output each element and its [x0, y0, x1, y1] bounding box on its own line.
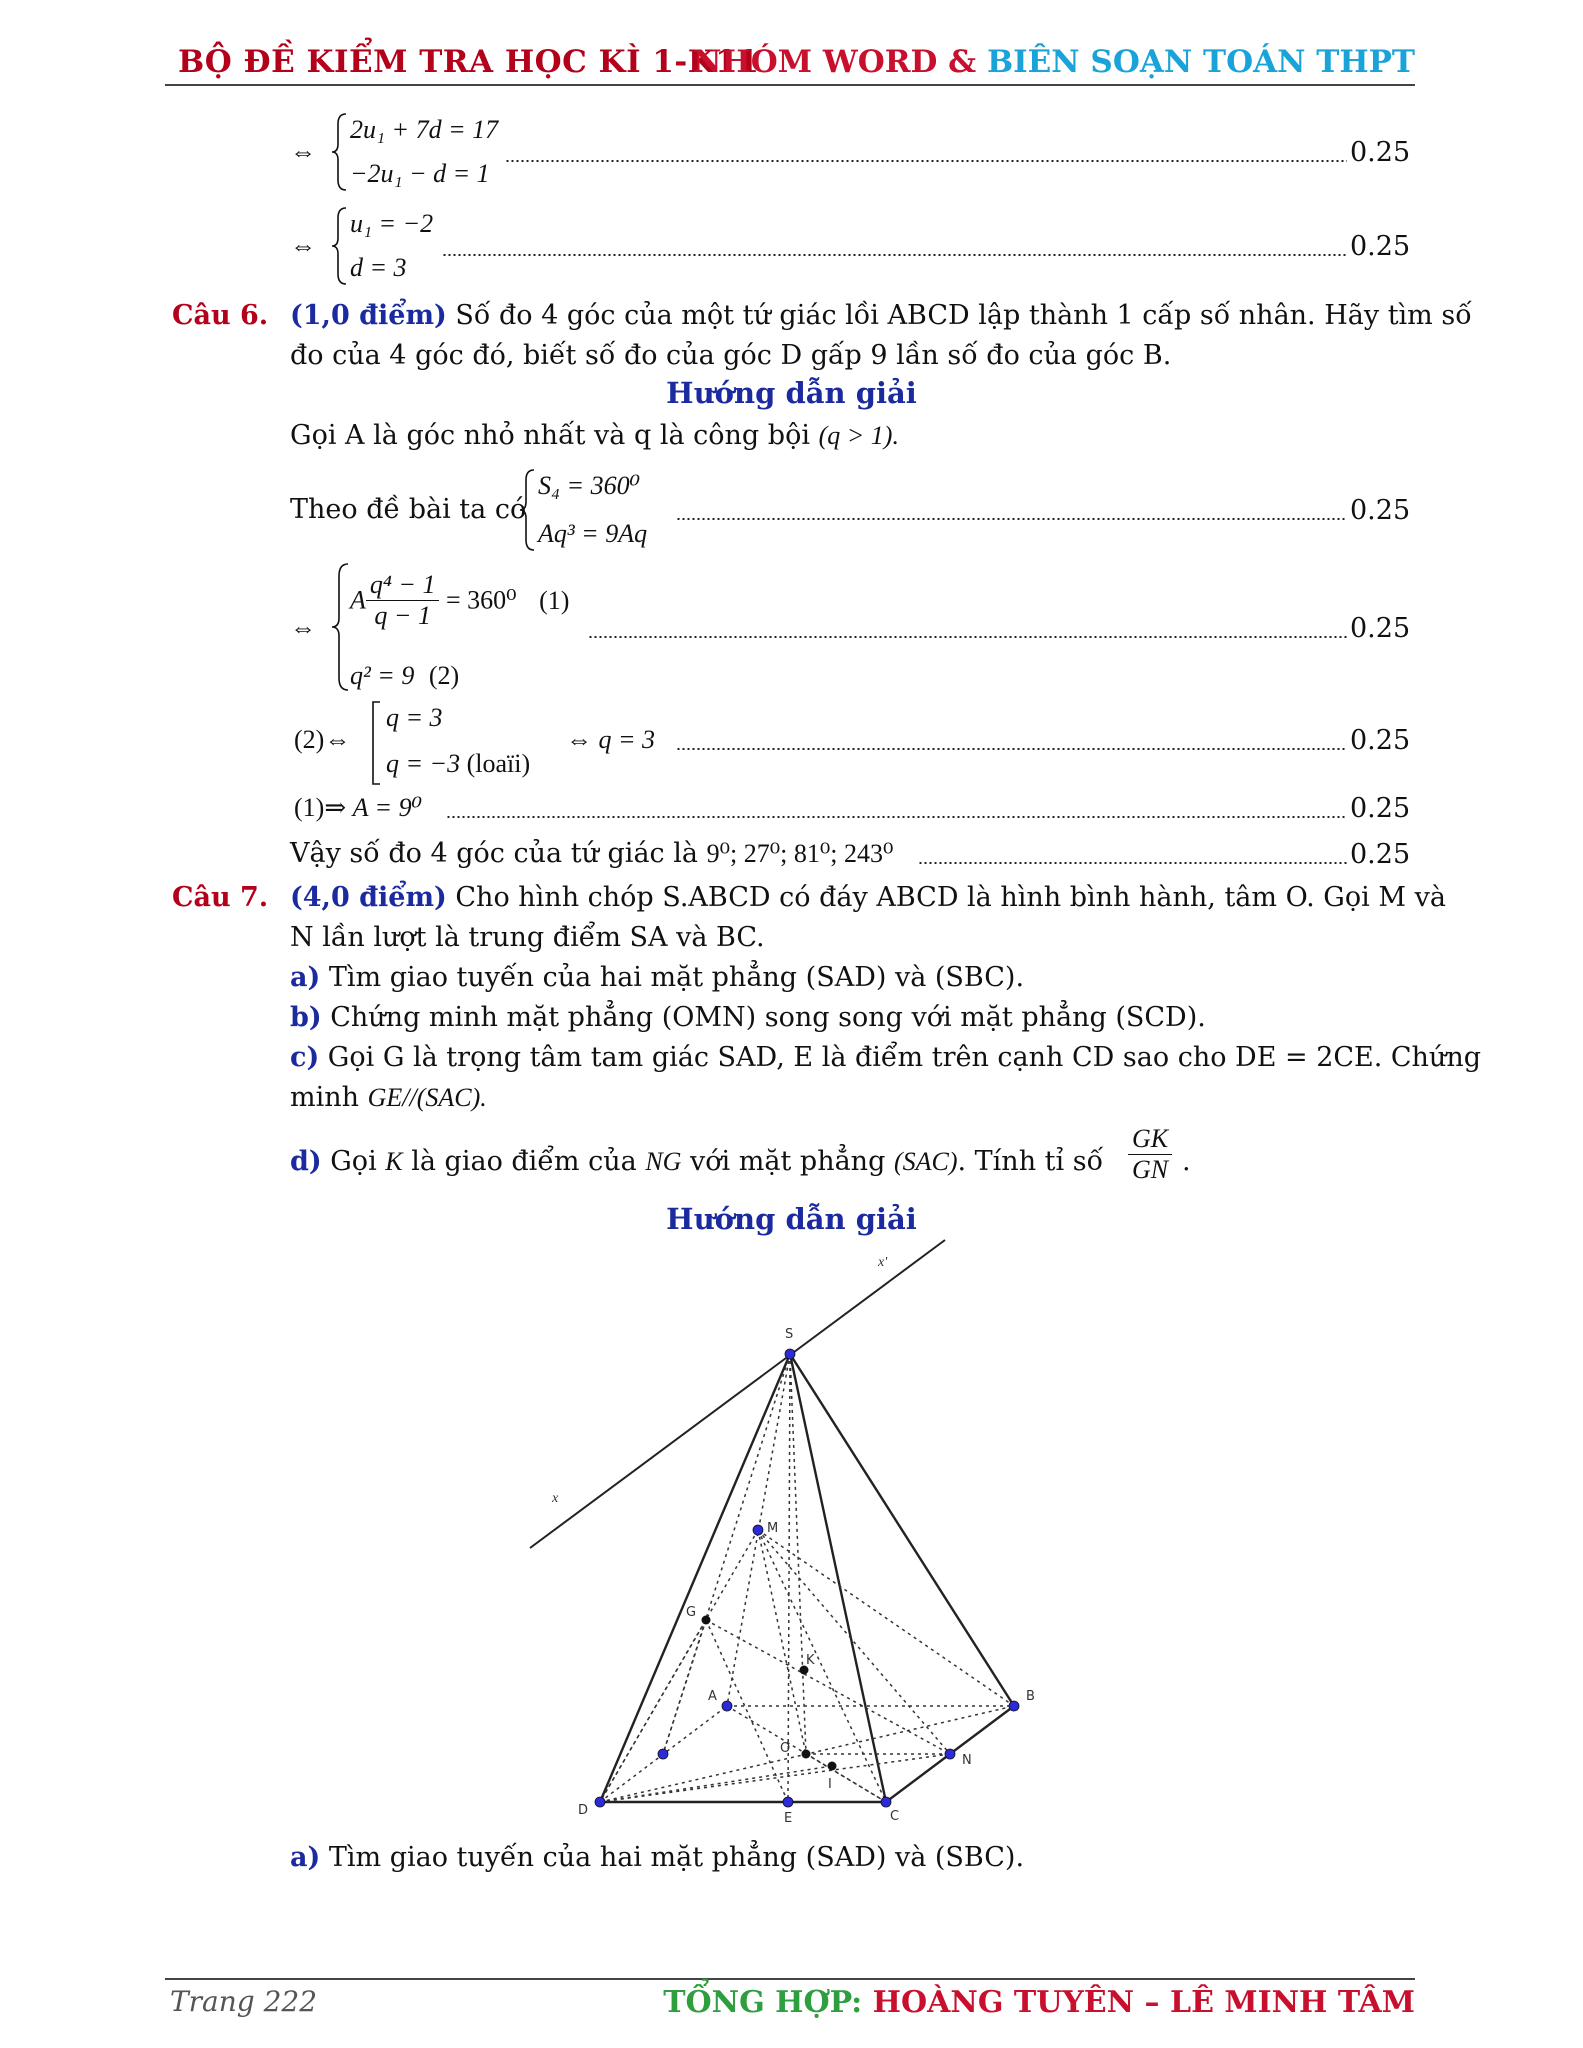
label-m: M [767, 1521, 779, 1536]
header-group-word: NHÓM WORD [693, 44, 938, 80]
q6-line2-text: Theo đề bài ta có [290, 494, 527, 525]
line-mc [758, 1530, 886, 1802]
case-line1: q = 3 [386, 703, 443, 732]
q6-line1-text: Gọi A là góc nhỏ nhất và q là công bội [290, 420, 810, 451]
question-7-statement: Cho hình chóp S.ABCD có đáy ABCD là hình bình hành, tâm O. Gọi M và [446, 882, 1446, 913]
fraction-numerator: q⁴ − 1 [366, 570, 440, 601]
ratio-numerator: GK [1128, 1124, 1172, 1155]
part-d-text2: là giao điểm của [411, 1146, 637, 1177]
label-a: A [708, 1689, 717, 1704]
point-a [722, 1701, 732, 1711]
sys4-q2: q² = 9 [350, 661, 415, 690]
answer-a-label: a) [290, 1842, 321, 1873]
equiv-symbol: ⇔ [566, 725, 592, 754]
point-e [783, 1797, 793, 1807]
sys1-line1: 2u₁ + 7d = 17 [350, 115, 499, 144]
footer-credits [663, 1985, 1415, 2020]
part-d-sac: (SAC) [893, 1147, 958, 1176]
q6-line1-math: (q > 1). [818, 421, 899, 450]
label-k: K [806, 1653, 815, 1668]
fraction-denominator: q − 1 [374, 601, 431, 630]
label-g: G [686, 1605, 697, 1620]
point-i [828, 1762, 837, 1771]
score: 0.25 [1350, 839, 1411, 870]
label-c: C [890, 1809, 900, 1824]
sys2-line2: d = 3 [350, 253, 407, 282]
sys4-a: A [350, 585, 366, 615]
point-o [802, 1750, 811, 1759]
part-d-k: K [385, 1147, 403, 1176]
case-line2-expr: q = −3 [386, 749, 461, 778]
point-d [595, 1797, 605, 1807]
sys4-eq: = 360⁰ [445, 585, 517, 615]
case-prefix-tag: (2) [294, 725, 325, 754]
point-g [702, 1616, 711, 1625]
equiv-symbol: ⇔ [290, 231, 316, 260]
q6-conclusion-text: Vậy số đo 4 góc của tứ giác là [290, 838, 698, 869]
sys3-line2: Aq³ = 9Aq [538, 519, 648, 548]
part-c-text: Gọi G là trọng tâm tam giác SAD, E là điểm trên cạnh CD sao cho DE = 2CE. Chứng [319, 1042, 1482, 1073]
sys1-line2: −2u₁ − d = 1 [350, 159, 490, 188]
footer-label: TỔNG HỢP: [663, 1985, 863, 2020]
score: 0.25 [1350, 137, 1411, 168]
part-a-label: a) [290, 962, 321, 993]
footer-authors: HOÀNG TUYÊN – LÊ MINH TÂM [872, 1985, 1415, 2020]
question-7-label: Câu 7. [172, 882, 269, 913]
part-b-label: b) [290, 1002, 322, 1033]
q6-conclusion-math: 9⁰; 27⁰; 81⁰; 243⁰ [706, 839, 894, 868]
label-i: I [828, 1777, 832, 1792]
sys4-tag1: (1) [539, 585, 570, 615]
solution-heading-6: Hướng dẫn giải [666, 376, 917, 410]
edge-sd [600, 1354, 790, 1802]
sys3-line1: S₄ = 360⁰ [538, 471, 641, 500]
part-d-text3: với mặt phẳng [690, 1146, 886, 1177]
answer-a-text: Tìm giao tuyến của hai mặt phẳng (SAD) và (SBC). [320, 1842, 1025, 1873]
label-s: S [785, 1327, 794, 1342]
point-n [945, 1749, 955, 1759]
label-e: E [784, 1811, 793, 1826]
question-6-points: (1,0 điểm) [290, 300, 447, 331]
line-a-prefix: (1) [294, 793, 325, 822]
question-7-text-line2: N lần lượt là trung điểm SA và BC. [290, 922, 765, 953]
equiv-symbol: ⇔ [290, 137, 316, 166]
label-b: B [1026, 1689, 1035, 1704]
label-n: N [962, 1753, 972, 1768]
part-b-text: Chứng minh mặt phẳng (OMN) song song với mặt phẳng (SCD). [321, 1002, 1206, 1033]
label-x-prime: x' [878, 1255, 888, 1270]
answer-a [290, 1840, 1024, 1876]
line-se [788, 1354, 790, 1802]
part-c-label: c) [290, 1042, 320, 1073]
solution-heading-7: Hướng dẫn giải [666, 1202, 917, 1236]
point-c [881, 1797, 891, 1807]
part-c-math: GE//(SAC). [367, 1083, 487, 1112]
score: 0.25 [1350, 495, 1411, 526]
point-b [1009, 1701, 1019, 1711]
equiv-symbol: ⇔ [290, 613, 316, 642]
part-d-ng: NG [645, 1147, 682, 1176]
page-number: Trang 222 [170, 1985, 318, 2018]
score: 0.25 [1350, 613, 1411, 644]
label-x: x [552, 1491, 559, 1506]
footer-divider [165, 1978, 1415, 1980]
ratio-period: . [1182, 1146, 1191, 1177]
sys4-tag2: (2) [428, 661, 460, 690]
label-o: O [780, 1741, 791, 1756]
line-gn [706, 1620, 950, 1754]
header-title: BỘ ĐỀ KIỂM TRA HỌC KÌ 1-K11 [178, 44, 760, 80]
point-mid-ad [658, 1749, 668, 1759]
part-a-text: Tìm giao tuyến của hai mặt phẳng (SAD) và (SBC). [320, 962, 1025, 993]
case-line2-tag: (loaïi) [466, 749, 531, 778]
equiv-symbol: ⇔ [324, 725, 351, 754]
part-d-text1: Gọi [321, 1146, 377, 1177]
header-amp: & [948, 44, 977, 80]
score: 0.25 [1350, 231, 1411, 262]
point-m [753, 1525, 763, 1535]
edge-sc [790, 1354, 886, 1802]
sys2-line1: u₁ = −2 [350, 209, 434, 238]
question-6-text-line2: đo của 4 góc đó, biết số đo của góc D gấp 9 lần số đo của góc B. [290, 340, 1172, 371]
score: 0.25 [1350, 793, 1411, 824]
header-group-name: BIÊN SOẠN TOÁN THPT [986, 44, 1415, 80]
point-s [785, 1349, 795, 1359]
line-a-expr: A = 9⁰ [352, 793, 423, 822]
question-6-statement: Số đo 4 góc của một tứ giác lồi ABCD lập thành 1 cấp số nhân. Hãy tìm số [446, 300, 1472, 331]
part-c-text2: minh [290, 1082, 360, 1113]
part-d-label: d) [290, 1146, 322, 1177]
ratio-denominator: GN [1132, 1155, 1169, 1184]
question-7-points: (4,0 điểm) [290, 882, 447, 913]
line-mo [758, 1530, 806, 1754]
edge-sb [790, 1354, 1014, 1706]
part-d-text4: . Tính tỉ số [957, 1146, 1104, 1177]
implies-symbol: ⇒ [324, 793, 347, 822]
case-result-expr: q = 3 [598, 725, 656, 754]
label-d: D [578, 1803, 589, 1818]
question-6-label: Câu 6. [172, 300, 269, 331]
score: 0.25 [1350, 725, 1411, 756]
line-di [600, 1766, 832, 1802]
